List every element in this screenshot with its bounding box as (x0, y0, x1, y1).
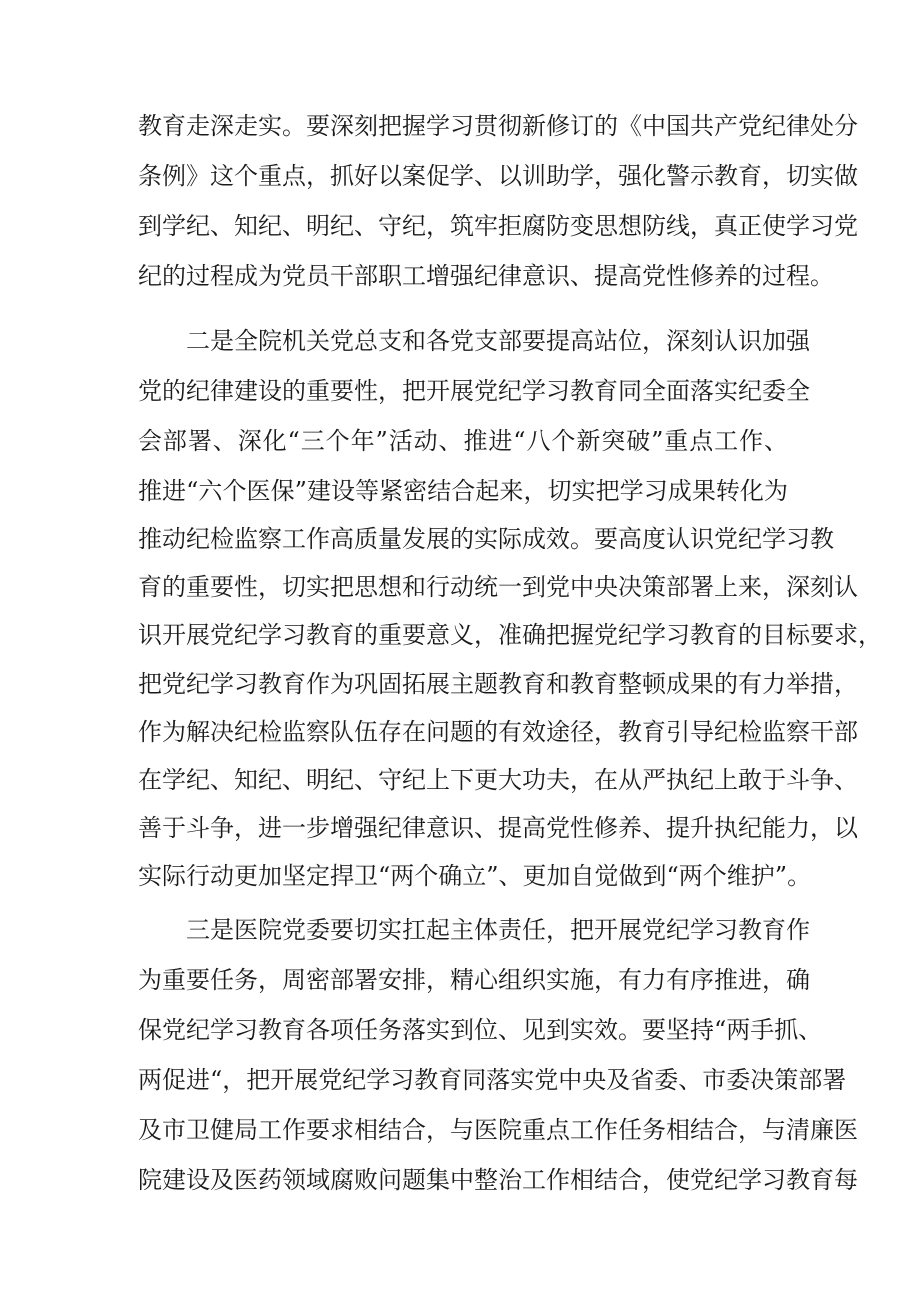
text-line: 会部署、深化“三个年”活动、推进“八个新突破”重点工作、 (138, 427, 788, 455)
text-line: 两促进“，把开展党纪学习教育同落实党中央及省委、市委决策部署 (138, 1066, 847, 1094)
text-line: 教育走深走实。要深刻把握学习贯彻新修订的《中国共产党纪律处分 (138, 112, 858, 140)
text-line: 保党纪学习教育各项任务落实到位、见到实效。要坚持“两手抓、 (138, 1016, 823, 1044)
text-line: 善于斗争，进一步增强纪律意识、提高党性修养、提升执纪能力，以 (138, 814, 858, 842)
text-line: 纪的过程成为党员干部职工增强纪律意识、提高党性修养的过程。 (138, 262, 834, 290)
text-line: 三是医院党委要切实扛起主体责任，把开展党纪学习教育作 (186, 916, 810, 944)
text-line: 条例》这个重点，抓好以案促学、以训助学，强化警示教育，切实做 (138, 162, 858, 190)
text-line: 二是全院机关党总支和各党支部要提高站位，深刻认识加强 (186, 327, 810, 355)
text-line: 在学纪、知纪、明纪、守纪上下更大功夫，在从严执纪上敢于斗争、 (138, 766, 858, 794)
text-line: 院建设及医药领域腐败问题集中整治工作相结合，使党纪学习教育每 (138, 1166, 858, 1194)
text-line: 作为解决纪检监察队伍存在问题的有效途径，教育引导纪检监察干部 (138, 718, 858, 746)
text-line: 党的纪律建设的重要性，把开展党纪学习教育同全面落实纪委全 (138, 377, 810, 405)
text-line: 及市卫健局工作要求相结合，与医院重点工作任务相结合，与清廉医 (138, 1116, 858, 1144)
text-line: 为重要任务，周密部署安排，精心组织实施，有力有序推进，确 (138, 966, 810, 994)
text-line: 实际行动更加坚定捍卫“两个确立”、更加自觉做到“两个维护”。 (138, 862, 812, 890)
text-line: 推动纪检监察工作高质量发展的实际成效。要高度认识党纪学习教 (138, 525, 834, 553)
text-line: 到学纪、知纪、明纪、守纪，筑牢拒腐防变思想防线，真正使学习党 (138, 212, 858, 240)
text-line: 育的重要性，切实把思想和行动统一到党中央决策部署上来，深刻认 (138, 573, 858, 601)
text-line: 把党纪学习教育作为巩固拓展主题教育和教育整顿成果的有力举措， (138, 670, 858, 698)
text-line: 识开展党纪学习教育的重要意义，准确把握党纪学习教育的目标要求， (138, 621, 882, 649)
text-line: 推进“六个医保”建设等紧密结合起来，切实把学习成果转化为 (138, 477, 788, 505)
